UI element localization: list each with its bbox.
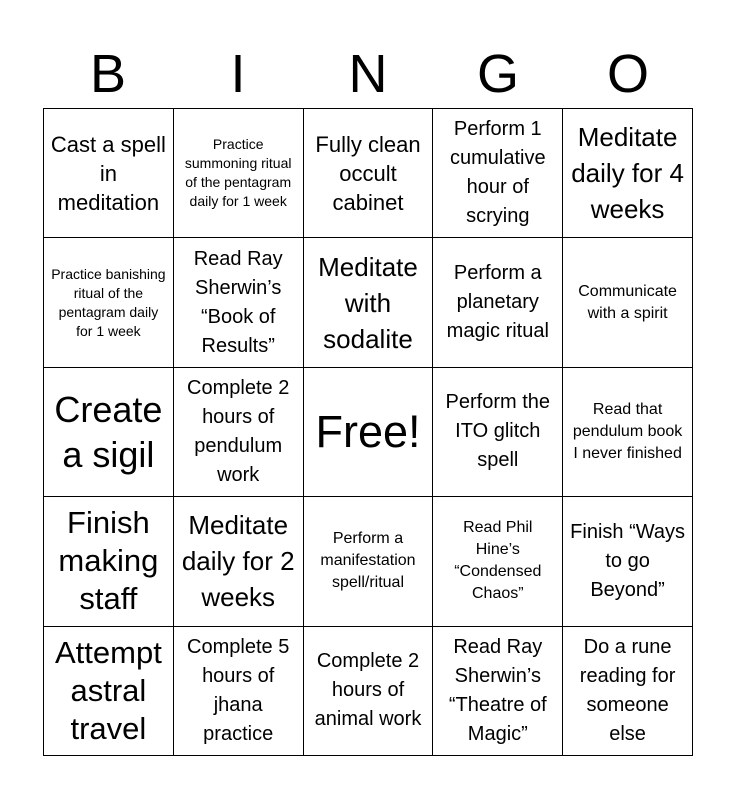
bingo-cell[interactable] xyxy=(304,238,434,367)
bingo-cell-label: Finish “Ways to go Beyond” xyxy=(570,520,685,601)
bingo-cell[interactable] xyxy=(563,368,693,497)
bingo-cell-label: Read that pendulum book I never finished xyxy=(572,400,683,462)
bingo-cell-label: Practice banishing ritual of the pentagram daily for 1 week xyxy=(51,265,166,339)
bingo-cell-label: Finish making staff xyxy=(58,505,159,617)
bingo-cell[interactable] xyxy=(44,109,174,238)
bingo-cell-label: Perform a planetary magic ritual xyxy=(446,262,549,343)
bingo-cell-label: Perform the ITO glitch spell xyxy=(445,391,551,472)
header-letter-n: N xyxy=(348,44,388,104)
bingo-cell[interactable] xyxy=(44,238,174,367)
bingo-cell-label: Complete 5 hours of jhana practice xyxy=(187,635,290,745)
bingo-cell[interactable] xyxy=(304,109,434,238)
bingo-cell-label: Read Phil Hine’s “Condensed Chaos” xyxy=(454,519,542,603)
bingo-cell-label: Read Ray Sherwin’s “Theatre of Magic” xyxy=(448,635,547,745)
bingo-cell-label: Read Ray Sherwin’s “Book of Results” xyxy=(193,247,283,357)
bingo-cell-label: Complete 2 hours of animal work xyxy=(314,650,422,731)
bingo-cell[interactable] xyxy=(304,627,434,756)
bingo-cell[interactable] xyxy=(44,497,174,626)
bingo-cell[interactable] xyxy=(433,497,563,626)
bingo-cell-label: Complete 2 hours of pendulum work xyxy=(187,376,290,486)
bingo-cell[interactable] xyxy=(433,368,563,497)
bingo-grid xyxy=(43,108,693,756)
bingo-cell-label: Communicate with a spirit xyxy=(578,282,677,322)
bingo-cell[interactable] xyxy=(433,238,563,367)
bingo-cell-label: Meditate daily for 4 weeks xyxy=(571,122,684,225)
bingo-cell[interactable] xyxy=(174,109,304,238)
bingo-cell[interactable] xyxy=(563,238,693,367)
bingo-cell-label: Practice summoning ritual of the pentagram daily for 1 week xyxy=(184,136,292,210)
header-letter-i: I xyxy=(230,44,246,104)
bingo-cell-label: Meditate daily for 2 weeks xyxy=(181,510,295,613)
bingo-cell[interactable] xyxy=(44,627,174,756)
bingo-cell[interactable] xyxy=(433,109,563,238)
free-space-cell[interactable] xyxy=(304,368,434,497)
header-letter-o: O xyxy=(606,44,649,104)
bingo-cell[interactable] xyxy=(563,109,693,238)
bingo-cell-label: Fully clean occult cabinet xyxy=(315,131,421,215)
bingo-cell[interactable] xyxy=(174,238,304,367)
bingo-cell[interactable] xyxy=(174,627,304,756)
bingo-cell-label: Attempt astral travel xyxy=(54,634,162,746)
header-letter-g: G xyxy=(476,44,519,104)
bingo-cell[interactable] xyxy=(563,497,693,626)
bingo-cell[interactable] xyxy=(174,368,304,497)
bingo-cell[interactable] xyxy=(563,627,693,756)
bingo-cell-label: Perform a manifestation spell/ritual xyxy=(320,530,416,592)
bingo-cell-label: Free! xyxy=(315,405,421,457)
bingo-cell[interactable] xyxy=(174,497,304,626)
bingo-cell-label: Do a rune reading for someone else xyxy=(579,635,676,745)
bingo-cell-label: Create a sigil xyxy=(54,388,163,475)
bingo-cell[interactable] xyxy=(304,497,434,626)
bingo-cell[interactable] xyxy=(44,368,174,497)
bingo-header xyxy=(43,40,693,108)
bingo-cell[interactable] xyxy=(433,627,563,756)
header-letter-b: B xyxy=(89,44,127,104)
bingo-cell-label: Perform 1 cumulative hour of scrying xyxy=(449,118,546,228)
bingo-cell-label: Meditate with sodalite xyxy=(318,251,418,354)
bingo-cell-label: Cast a spell in meditation xyxy=(50,131,166,215)
